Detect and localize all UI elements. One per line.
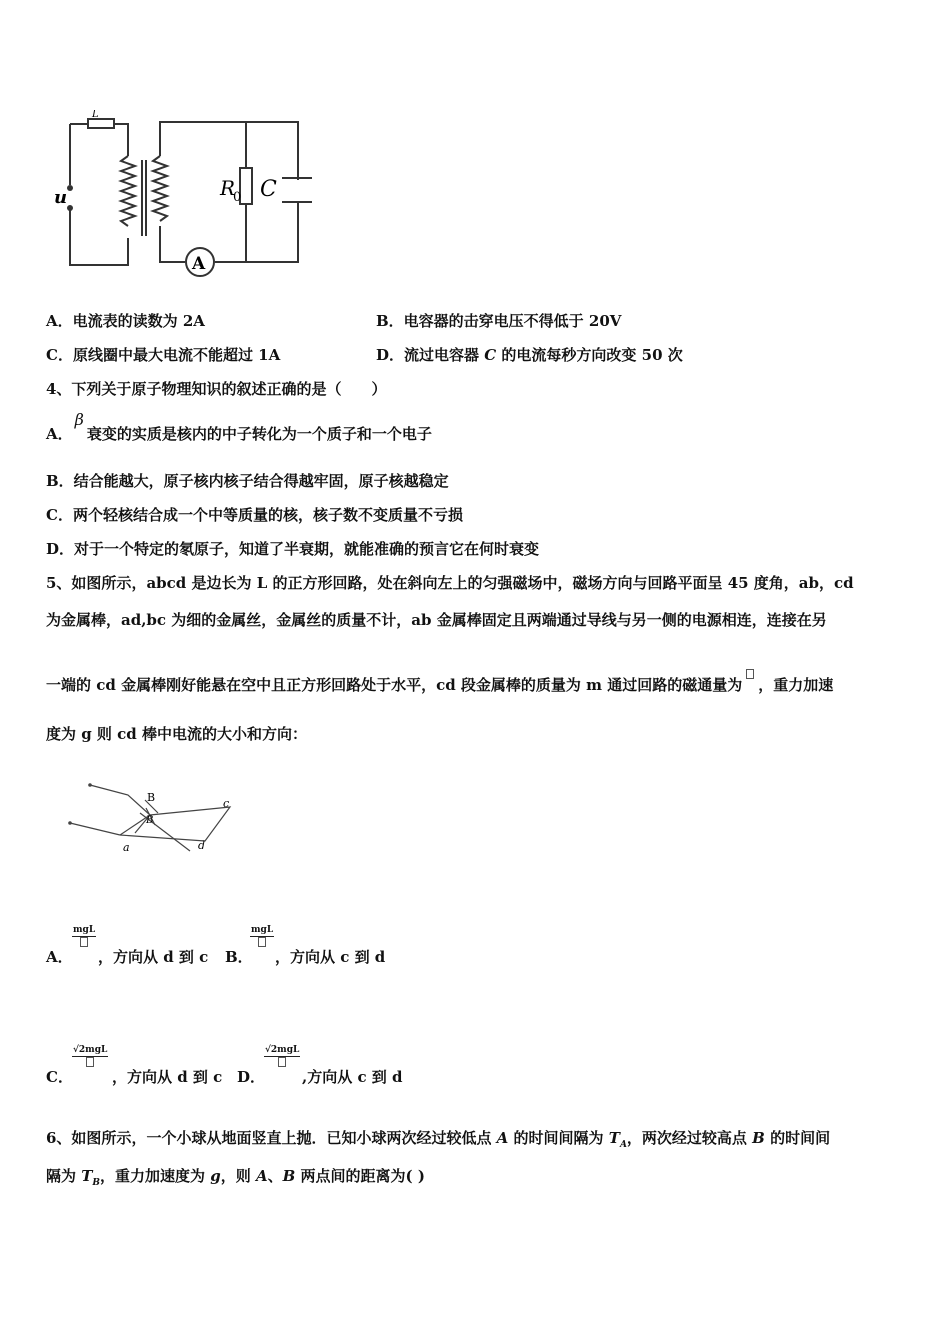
q5-option-d-label: D． — [237, 1068, 266, 1086]
fig-label-d: d — [198, 839, 206, 852]
q6-line-2: 隔为 $T_B$，重力加速度为 g，则 A、B 两点间的距离为( ) — [46, 1167, 425, 1188]
fig-label-a: a — [123, 841, 130, 854]
q5-option-b-text: ，方向从 c 到 d — [275, 948, 386, 966]
phi-placeholder-icon — [746, 669, 754, 679]
ammeter-label: A — [192, 254, 206, 274]
fig-label-c: c — [223, 797, 230, 810]
q6-line-1: 6、如图所示，一个小球从地面竖直上抛．已知小球两次经过较低点 A 的时间间隔为 $T_A$，两次经过较高点 B 的时间间 — [46, 1129, 831, 1150]
loop-figure — [40, 755, 240, 895]
resistor-subscript: 0 — [233, 190, 242, 205]
circuit-diagram — [50, 110, 320, 285]
q4-option-a: A．β衰变的实质是核内的中子转化为一个质子和一个电子 — [46, 410, 432, 443]
q3-option-b: B．电容器的击穿电压不得低于 20V — [376, 312, 622, 330]
q4-option-d: D．对于一个特定的氡原子，知道了半衰期，就能准确的预言它在何时衰变 — [46, 540, 540, 558]
q5-line-3: 一端的 cd 金属棒刚好能悬在空中且正方形回路处于水平，cd 段金属棒的质量为 m 通过回路的磁通量为 ，重力加速 — [46, 675, 833, 695]
q5-line-1: 5、如图所示，abcd 是边长为 L 的正方形回路，处在斜向左上的匀强磁场中，磁场方向与回路平面呈 45 度角，ab，cd — [46, 574, 854, 592]
beta-symbol: β — [74, 410, 84, 429]
q5-option-c-text: ，方向从 d 到 c — [112, 1068, 223, 1086]
q3-option-c: C．原线圈中最大电流不能超过 1A — [46, 346, 281, 364]
capacitor-label: C — [260, 177, 277, 202]
q3-option-a: A．电流表的读数为 2A — [46, 312, 205, 330]
q5-line-2: 为金属棒，ad,bc 为细的金属丝，金属丝的质量不计，ab 金属棒固定且两端通过导线与另一侧的电源相连，连接在另 — [46, 611, 827, 629]
fig-label-B: B — [147, 791, 156, 804]
q5-line-4: 度为 g 则 cd 棒中电流的大小和方向： — [46, 725, 308, 743]
fuse-label: L — [92, 110, 99, 120]
fig-label-B2: B — [146, 815, 154, 826]
terminal-dot — [67, 205, 73, 211]
q5-option-a-text: ，方向从 d 到 c — [98, 948, 209, 966]
q5-option-a-label: A． — [46, 948, 73, 966]
q5-option-d-text: ,方向从 c 到 d — [302, 1068, 403, 1086]
source-label: u — [54, 187, 68, 208]
q5-option-a-fraction: mgL — [72, 925, 96, 948]
q5-option-c-fraction: √2mgL — [72, 1045, 108, 1068]
resistor-label: R — [220, 176, 236, 200]
terminal-dot — [67, 185, 73, 191]
q4-option-b: B．结合能越大，原子核内核子结合得越牢固，原子核越稳定 — [46, 472, 449, 490]
q5-option-c-label: C． — [46, 1068, 73, 1086]
q5-option-d-fraction: √2mgL — [264, 1045, 300, 1068]
q5-option-b-label: B． — [225, 948, 253, 966]
q4-option-c: C．两个轻核结合成一个中等质量的核，核子数不变质量不亏损 — [46, 506, 463, 524]
q5-option-b-fraction: mgL — [250, 925, 274, 948]
q4-stem: 4、下列关于原子物理知识的叙述正确的是（ ） — [46, 380, 387, 398]
q3-option-d: D．流过电容器 C 的电流每秒方向改变 50 次 — [376, 346, 683, 364]
